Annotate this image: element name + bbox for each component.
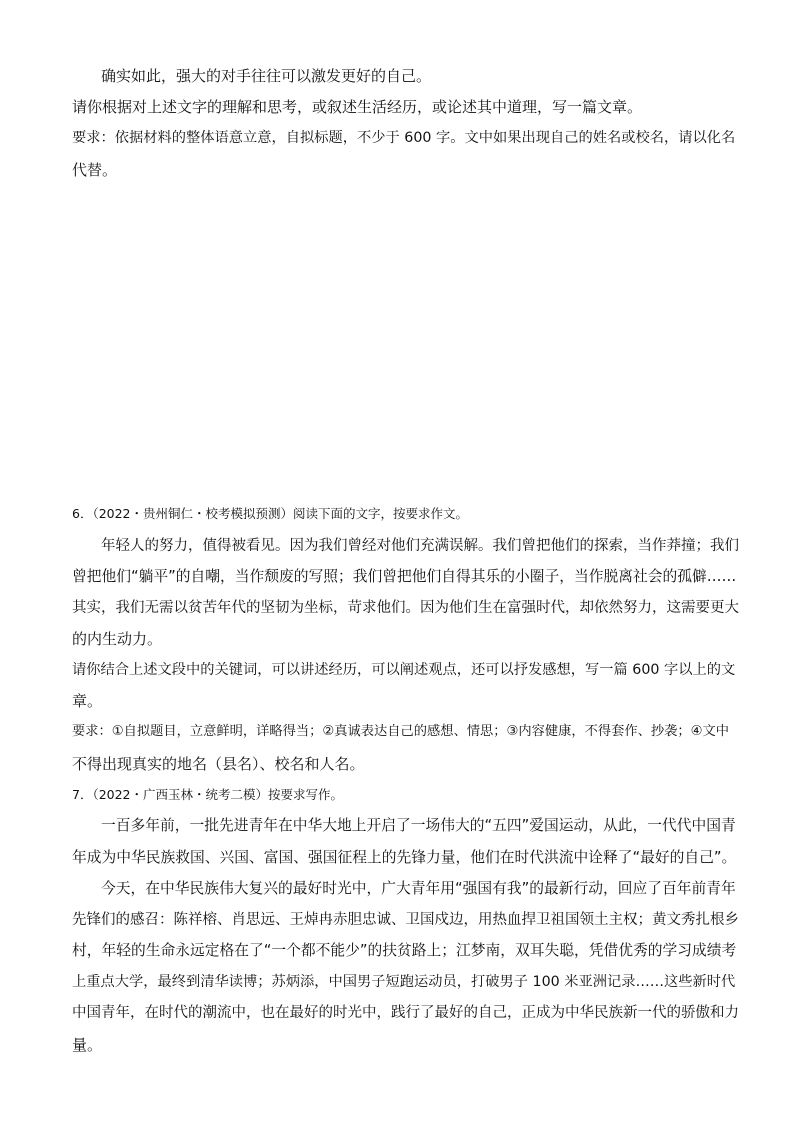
- text-line: 确实如此，强大的对手往往可以激发更好的自己。: [101, 67, 432, 85]
- text-line: 年成为中华民族救国、兴国、富国、强国征程上的先锋力量，他们在时代洪流中诠释了“最好的自己”。: [72, 849, 737, 866]
- text-line: 年轻人的努力，值得被看见。因为我们曾经对他们充满误解。我们曾把他们的探索，当作莽撞；我们: [101, 538, 739, 554]
- text-line: 请你结合上述文段中的关键词，可以讲述经历，可以阐述观点，还可以抒发感想，写一篇 600 字以上的文: [72, 662, 736, 678]
- text-line: 其实，我们无需以贫苦年代的坚韧为坐标，苛求他们。因为他们生在富强时代，却依然努力，这需要更大: [72, 600, 739, 616]
- text-line: 量。: [72, 1036, 103, 1054]
- text-line: 代替。: [72, 161, 118, 179]
- text-line: 中国青年，在时代的潮流中，也在最好的时光中，践行了最好的自己，正成为中华民族新一代的骄傲和力: [72, 1005, 739, 1021]
- text-line: 曾把他们“躺平”的自嘲，当作颓废的写照；我们曾把他们自得其乐的小圈子，当作脱离社会的孤僻……: [72, 568, 737, 585]
- text-line: 村，年轻的生命永远定格在了“一个都不能少”的扶贫路上；江梦南，双耳失聪，凭借优秀的学习成绩考: [72, 942, 737, 959]
- text-line: 要求：①自拟题目，立意鲜明，详略得当；②真诚表达自己的感想、情思；③内容健康，不得套作、抄袭；④文中: [72, 724, 730, 739]
- question-header: 6．（2022・贵州铜仁・校考模拟预测）阅读下面的文字，按要求作文。: [72, 506, 469, 521]
- text-line: 章。: [72, 692, 103, 710]
- question-header: 7．（2022・广西玉林・统考二模）按要求写作。: [72, 787, 344, 802]
- text-line: 的内生动力。: [72, 630, 163, 648]
- text-line: 今天，在中华民族伟大复兴的最好时光中，广大青年用“强国有我”的最新行动，回应了百年前青年: [101, 880, 736, 897]
- text-line: 要求：依据材料的整体语意立意，自拟标题，不少于 600 字。文中如果出现自己的姓名或校名，请以化名: [72, 130, 736, 146]
- text-line: 不得出现真实的地名（县名）、校名和人名。: [72, 755, 365, 773]
- text-line: 请你根据对上述文字的理解和思考，或叙述生活经历，或论述其中道理，写一篇文章。: [72, 98, 643, 116]
- text-line: 上重点大学，最终到清华读博；苏炳添，中国男子短跑运动员，打破男子 100 米亚洲记录……这些新时代: [72, 974, 736, 990]
- text-line: 一百多年前，一批先进青年在中华大地上开启了一场伟大的“五四”爱国运动，从此，一代代中国青: [101, 817, 736, 834]
- text-line: 先锋们的感召：陈祥榕、肖思远、王焯冉赤胆忠诚、卫国戍边，用热血捍卫祖国领土主权；黄文秀扎根乡: [72, 912, 739, 928]
